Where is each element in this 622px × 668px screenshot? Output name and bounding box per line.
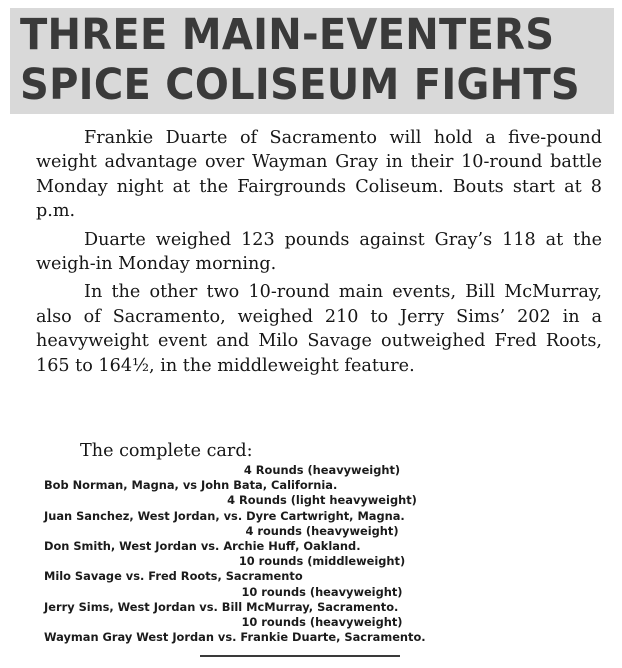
card-intro: The complete card: xyxy=(80,441,253,461)
headline-line-2: SPICE COLISEUM FIGHTS xyxy=(20,60,581,110)
bout-5-header: 10 rounds (heavyweight) xyxy=(241,584,403,599)
bout-3-header: 4 rounds (heavyweight) xyxy=(245,523,399,538)
bout-4-header: 10 rounds (middleweight) xyxy=(238,554,406,569)
bout-1-header: 4 Rounds (heavyweight) xyxy=(243,463,401,477)
bout-2-header: 4 Rounds (light heavyweight) xyxy=(227,493,417,508)
paragraph-1: Frankie Duarte of Sacramento will hold a five-pound weight advantage over Wayman Gray in their 10-round battle Monday night at the Fairgrounds Coliseum. Bouts start at 8 p.m. xyxy=(36,128,602,222)
bout-3-matchup: Don Smith, West Jordan vs. Archie Huff, Oakland. xyxy=(44,539,361,554)
paragraph-2: Duarte weighed 123 pounds against Gray’s 118 at the weigh-in Monday morning. xyxy=(36,229,602,275)
end-rule xyxy=(200,655,400,657)
bout-5-matchup: Jerry Sims, West Jordan vs. Bill McMurray, Sacramento. xyxy=(44,599,399,614)
bout-6-header: 10 rounds (heavyweight) xyxy=(241,615,403,630)
bout-2-matchup: Juan Sanchez, West Jordan, vs. Dyre Cartwright, Magna. xyxy=(44,508,405,523)
bout-6-matchup: Wayman Gray West Jordan vs. Frankie Duarte, Sacramento. xyxy=(44,630,426,645)
paragraph-3: In the other two 10-round main events, Bill McMurray, also of Sacramento, weighed 210 to Jerry Sims’ 202 in a heavyweight event and Milo Savage outweighed Fred Roots, 165 to 164½, in the middleweight feature. xyxy=(36,282,602,376)
fight-card xyxy=(40,463,560,645)
headline xyxy=(10,8,614,114)
article-body xyxy=(36,126,602,382)
bout-4-matchup: Milo Savage vs. Fred Roots, Sacramento xyxy=(44,569,303,584)
headline-line-1: THREE MAIN-EVENTERS xyxy=(20,10,555,60)
bout-1-matchup: Bob Norman, Magna, vs John Bata, California. xyxy=(44,478,338,493)
